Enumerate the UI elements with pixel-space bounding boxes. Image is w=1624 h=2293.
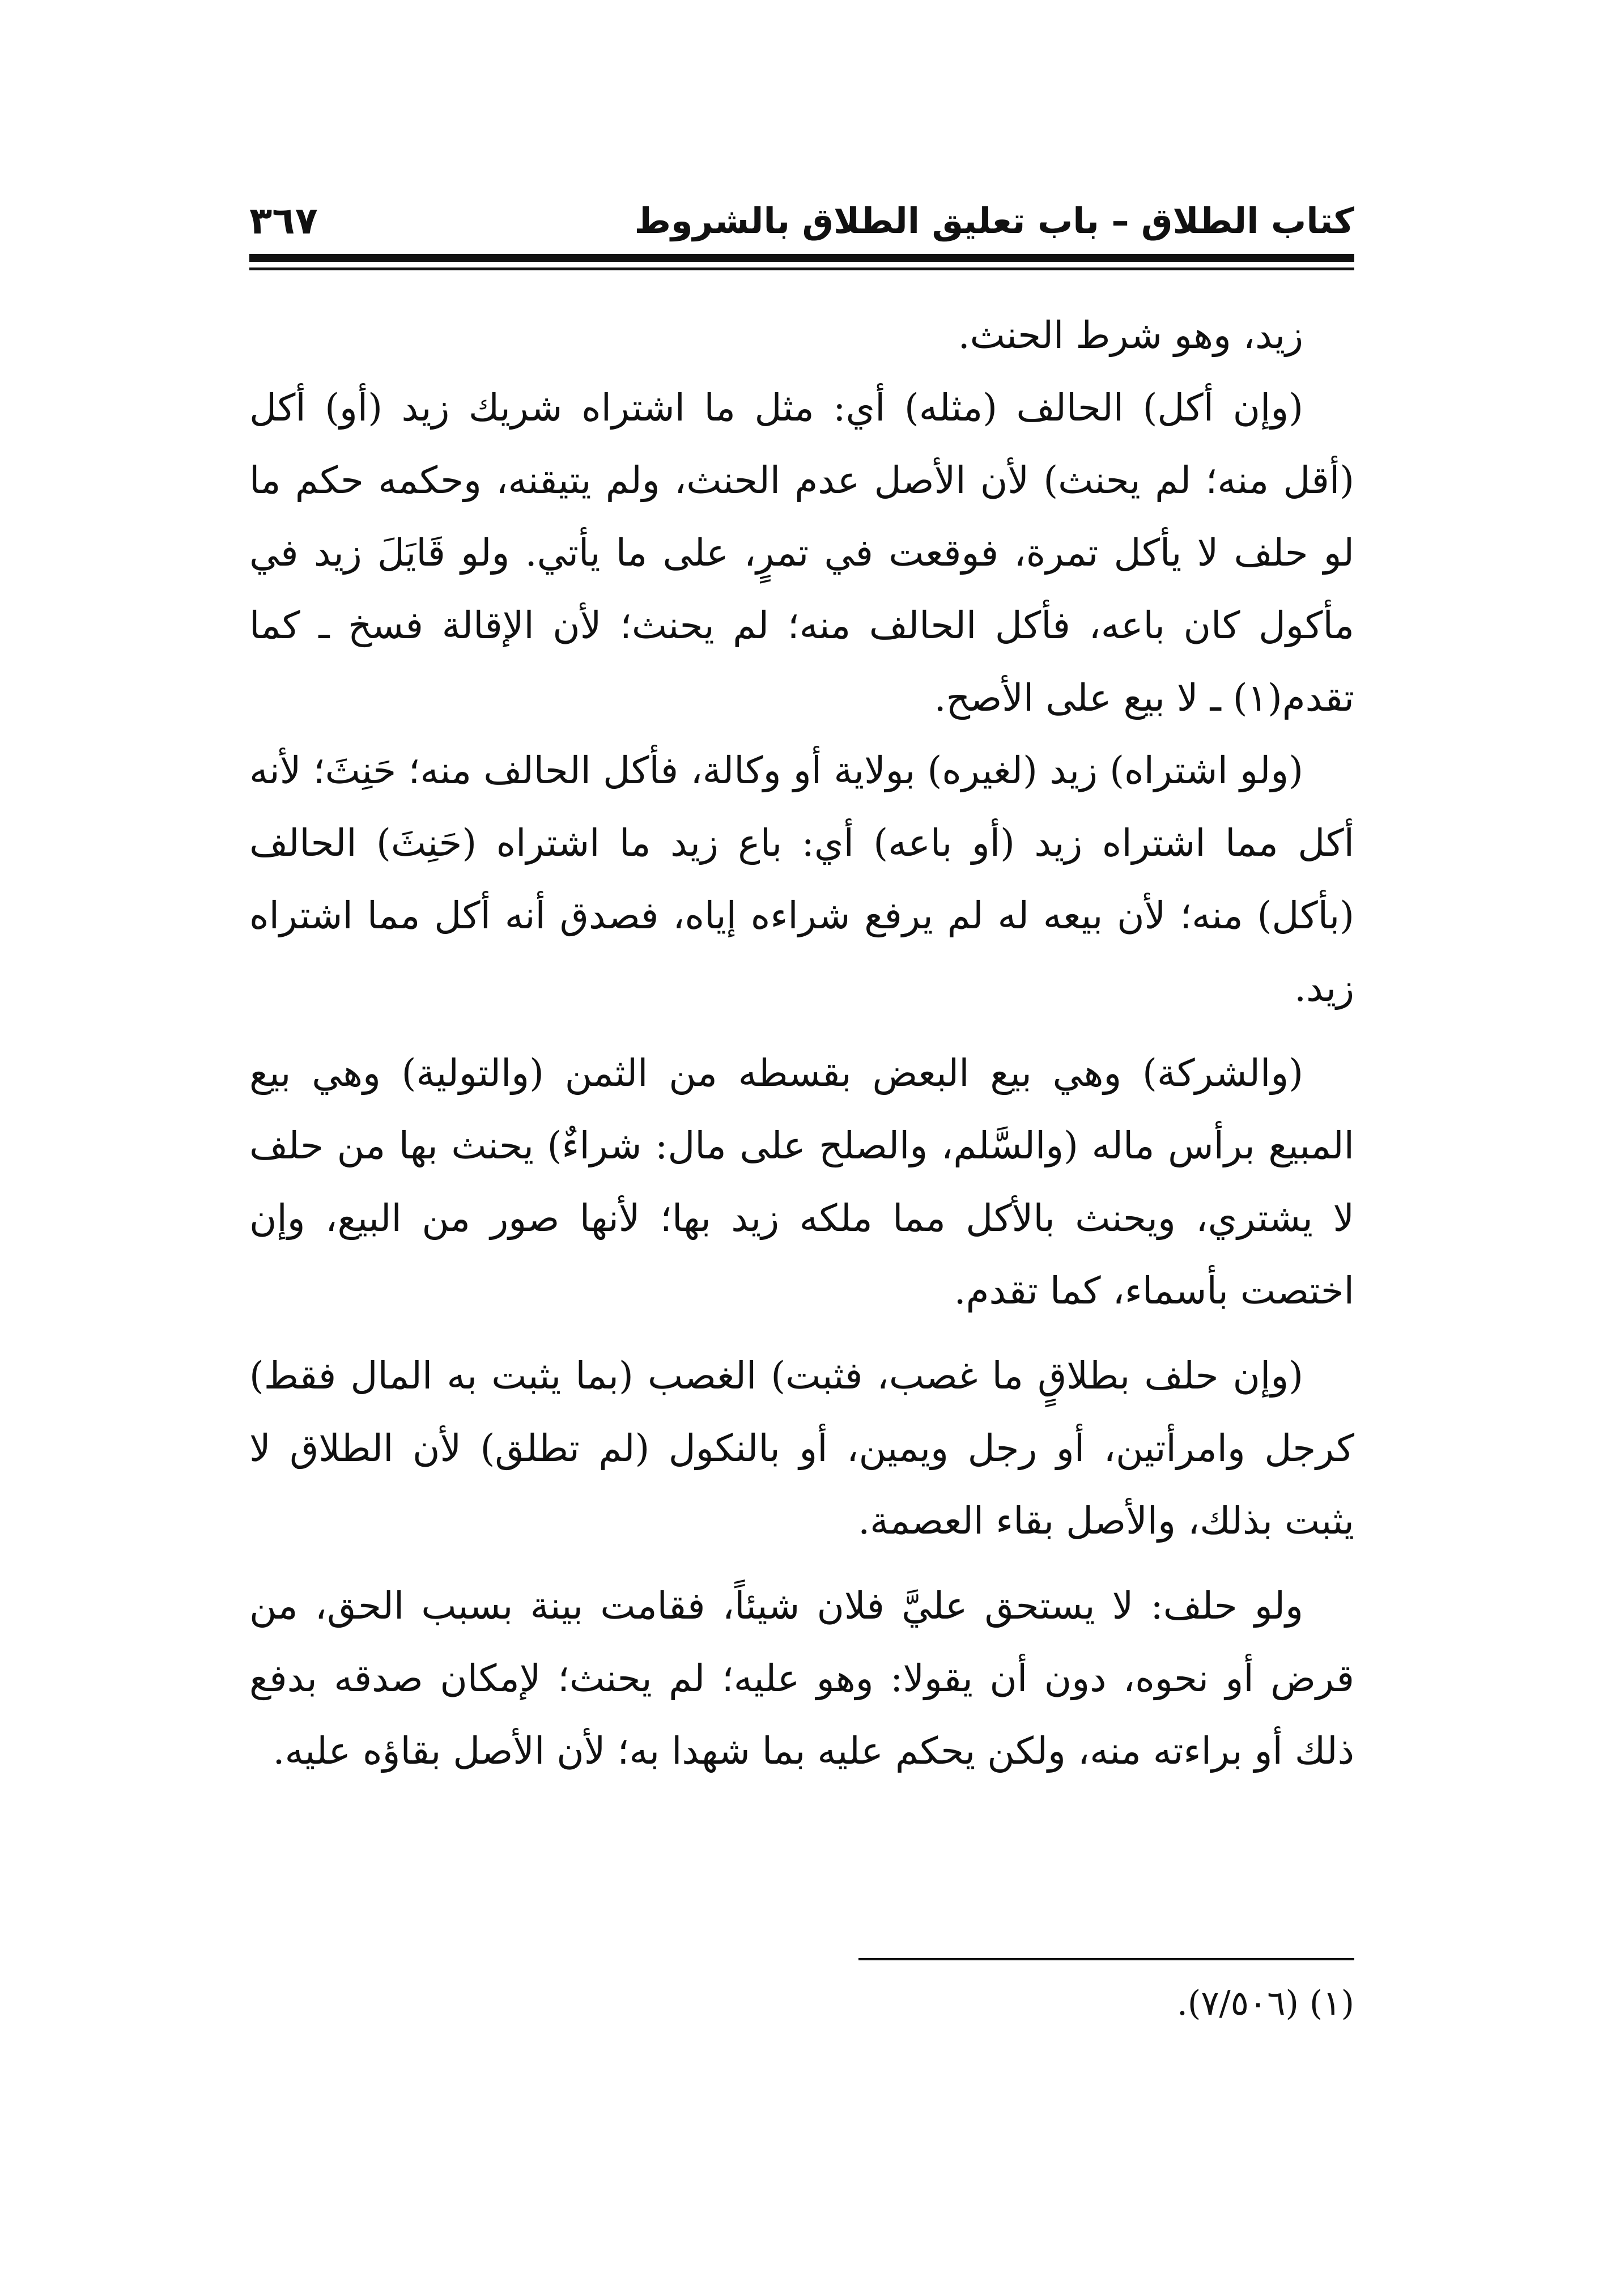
body-text <box>249 299 1354 1787</box>
paragraph: (ولو اشتراه) زيد (لغيره) بولاية أو وكالة، فأكل الحالف منه؛ حَنِثَ؛ لأنه أكل مما اشتراه زيد (أو باعه) أي: باع زيد ما اشتراه (حَنِثَ) الحالف (بأكل) منه؛ لأن بيعه له لم يرفع شراءه إياه، فصدق أنه أكل مما اشتراه زيد. <box>249 749 1354 1010</box>
paragraph: زيد، وهو شرط الحنث. <box>958 313 1303 357</box>
paragraph: (والشركة) وهي بيع البعض بقسطه من الثمن (والتولية) وهي بيع المبيع برأس ماله (والسَّلم، والصلح على مال: شراءٌ) يحنث بها من حلف لا يشتري، ويحنث بالأكل مما ملكه زيد بها؛ لأنها صور من البيع، وإن اختصت بأسماء، كما تقدم. <box>249 1051 1354 1313</box>
page-number: ٣٦٧ <box>249 199 318 243</box>
paragraph: (وإن أكل) الحالف (مثله) أي: مثل ما اشتراه شريك زيد (أو) أكل (أقل منه؛ لم يحنث) لأن الأصل عدم الحنث، ولم يتيقنه، وحكمه حكم ما لو حلف لا يأكل تمرة، فوقعت في تمرٍ، على ما يأتي. ولو قَايَلَ زيد في مأكول كان باعه، فأكل الحالف منه؛ لم يحنث؛ لأن الإقالة فسخ ـ كما تقدم(١) ـ لا بيع على الأصح. <box>249 386 1354 720</box>
paragraph: (وإن حلف بطلاقٍ ما غصب، فثبت) الغصب (بما يثبت به المال فقط) كرجل وامرأتين، أو رجل ويمين، أو بالنكول (لم تطلق) لأن الطلاق لا يثبت بذلك، والأصل بقاء العصمة. <box>249 1354 1354 1543</box>
header-rule-thick <box>249 254 1354 262</box>
paragraph: ولو حلف: لا يستحق عليَّ فلان شيئاً، فقامت بينة بسبب الحق، من قرض أو نحوه، دون أن يقولا: وهو عليه؛ لم يحنث؛ لإمكان صدقه بدفع ذلك أو براءته منه، ولكن يحكم عليه بما شهدا به؛ لأن الأصل بقاؤه عليه. <box>249 1584 1354 1773</box>
footnote: (١) (٧/٥٠٦). <box>1176 1984 1354 2023</box>
running-header <box>249 187 1354 249</box>
header-rule-thin <box>249 267 1354 270</box>
header-title: كتاب الطلاق – باب تعليق الطلاق بالشروط <box>634 200 1354 241</box>
footnote-separator <box>858 1958 1354 1960</box>
